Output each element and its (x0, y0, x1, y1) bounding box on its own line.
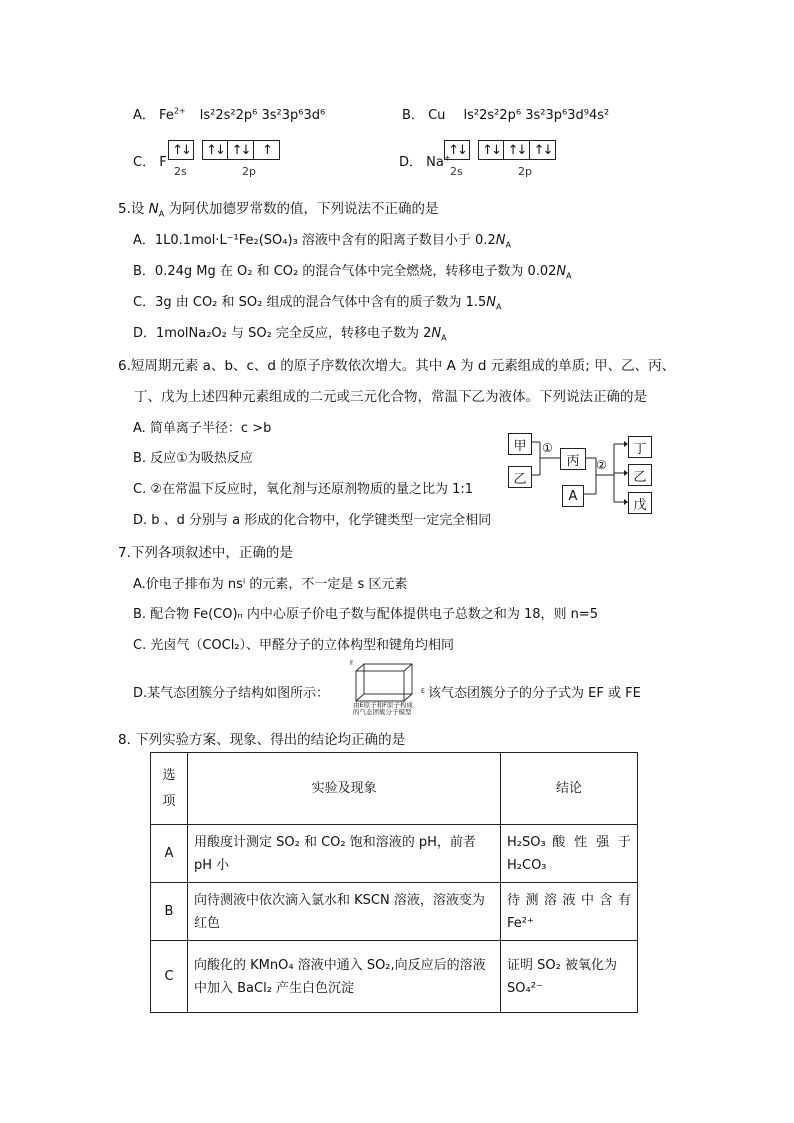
box-ding: 丁 (628, 436, 652, 458)
q7-option-d-pre: D.某气态团簇分子结构如图所示： (133, 686, 330, 701)
row-conclusion: 待 测 溶 液 中 含 有 Fe²⁺ (501, 883, 638, 941)
q5-option-d: D．1molNa₂O₂ 与 SO₂ 完全反应，转移电子数为 $2N_A$ (133, 326, 447, 343)
species: F (159, 155, 167, 170)
row-option: A (151, 825, 188, 883)
orbital-2p (478, 140, 556, 160)
orbital-label-2p: 2p (242, 165, 256, 178)
row-experiment: 向待测液中依次滴入氯水和 KSCN 溶液，溶液变为红色 (188, 883, 501, 941)
orbital-2p (202, 140, 280, 160)
q7-option-c: C. 光卤气（COCl₂）、甲醛分子的立体构型和键角均相同 (133, 638, 455, 653)
q6-option-d: D. b 、d 分别与 a 形成的化合物中，化学键类型一定完全相同 (133, 513, 492, 528)
electron-config: ls²2s²2p⁶ 3s²3p⁶3d⁹4s² (463, 108, 610, 123)
orbital-label-2s: 2s (450, 165, 463, 178)
q5-option-b: B．0.24g Mg 在 O₂ 和 CO₂ 的混合气体中完全燃烧，转移电子数为 $0.02N_A$ (133, 264, 572, 281)
orbital-box: ↑↓ (504, 140, 530, 160)
orbital-box: ↑↓ (168, 140, 194, 160)
box-wu: 戊 (628, 492, 652, 514)
stem-text: 5.设 (118, 201, 149, 217)
q5-option-a: A．1L0.1mol·L⁻¹Fe₂(SO₄)₃ 溶液中含有的阳离子数目小于 $0.2N_A$ (133, 233, 511, 250)
species: Na (426, 155, 444, 170)
reaction-1-label: ① (542, 441, 553, 455)
q6-option-b: B. 反应①为吸热反应 (133, 451, 253, 466)
q5-option-c: C．3g 由 CO₂ 和 SO₂ 组成的混合气体中含有的质子数为 $1.5N_A$ (133, 295, 502, 312)
box-bing: 丙 (560, 448, 586, 470)
q5-stem (118, 197, 439, 219)
orbital-box: ↑↓ (444, 140, 470, 160)
q4-option-d (399, 151, 451, 170)
option-text: D．1molNa₂O₂ 与 SO₂ 完全反应，转移电子数为 2 (133, 326, 432, 341)
option-label: A． (133, 108, 155, 123)
box-a: A (562, 485, 584, 507)
row-experiment: 用酸度计测定 SO₂ 和 CO₂ 饱和溶液的 pH，前者 pH 小 (188, 825, 501, 883)
orbital-box: ↑↓ (478, 140, 504, 160)
q6-stem-line2: 丁、戊为上述四种元素组成的二元或三元化合物，常温下乙为液体。下列说法正确的是 (134, 389, 647, 405)
symbol-a: A (158, 209, 165, 219)
row-option: B (151, 883, 188, 941)
cube-caption-line2: 的气态团簇分子模型 (353, 708, 412, 716)
q6-option-a: A. 简单离子半径：c >b (133, 421, 272, 436)
q7-option-a: A.价电子排布为 nsⁱ 的元素，不一定是 s 区元素 (133, 577, 408, 592)
option-label: B． (402, 108, 424, 123)
option-text: B．0.24g Mg 在 O₂ 和 CO₂ 的混合气体中完全燃烧，转移电子数为 0.02 (133, 264, 557, 279)
row-experiment: 向酸化的 KMnO₄ 溶液中通入 SO₂,向反应后的溶液中加入 BaCl₂ 产生白色沉淀 (188, 941, 501, 1013)
header-conclusion: 结论 (501, 753, 638, 825)
orbital-box: ↑↓ (228, 140, 254, 160)
table-header-row (151, 753, 638, 825)
header-option: 选 项 (151, 753, 188, 825)
option-text: A．1L0.1mol·L⁻¹Fe₂(SO₄)₃ 溶液中含有的阳离子数目小于 0.2 (133, 233, 496, 248)
charge: + (443, 153, 451, 163)
cube-caption-line1: 由E原子和F原子构成 (353, 701, 413, 709)
table-row (151, 883, 638, 941)
q7-stem: 7.下列各项叙述中，正确的是 (118, 545, 293, 561)
orbital-box: ↑↓ (530, 140, 556, 160)
cube-caption (353, 702, 413, 716)
header-experiment: 实验及现象 (188, 753, 501, 825)
row-conclusion: 证明 SO₂ 被氧化为 SO₄²⁻ (501, 941, 638, 1013)
row-conclusion: H₂SO₃ 酸 性 强 于 H₂CO₃ (501, 825, 638, 883)
orbital-2s (444, 140, 470, 160)
q6-option-c: C. ②在常温下反应时，氧化剂与还原剂物质的量之比为 1:1 (133, 482, 474, 497)
box-yi: 乙 (508, 466, 532, 488)
electron-config: ls²2s²2p⁶ 3s²3p⁶3d⁶ (199, 108, 326, 123)
charge: 2+ (173, 106, 186, 116)
row-option: C (151, 941, 188, 1013)
box-yi-product: 乙 (628, 464, 652, 486)
q4-option-c (133, 151, 167, 170)
orbital-box: ↑ (254, 140, 280, 160)
table-row (151, 825, 638, 883)
orbital-box: ↑↓ (202, 140, 228, 160)
experiment-table (150, 752, 638, 1013)
q7-option-b: B. 配合物 Fe(CO)ₙ 内中心原子价电子数与配体提供电子总数之和为 18，则 n=5 (133, 607, 599, 622)
orbital-diagram-f (168, 140, 280, 160)
option-label: C． (133, 155, 156, 170)
orbital-label-2p: 2p (518, 165, 532, 178)
q4-option-a (133, 104, 325, 123)
q8-stem: 8. 下列实验方案、现象、得出的结论均正确的是 (118, 732, 406, 748)
species: Fe (159, 108, 174, 123)
species: Cu (428, 108, 446, 123)
q6-stem-line1: 6.短周期元素 a、b、c、d 的原子序数依次增大。其中 A 为 d 元素组成的单质; 甲、乙、丙、 (118, 358, 676, 374)
option-text: C．3g 由 CO₂ 和 SO₂ 组成的混合气体中含有的质子数为 1.5 (133, 295, 487, 310)
box-jia: 甲 (508, 433, 532, 455)
orbital-diagram-na (444, 140, 556, 160)
q7-option-d-post: 该气态团簇分子的分子式为 EF 或 FE (428, 686, 641, 701)
reaction-2-label: ② (596, 458, 607, 472)
symbol-n: N (148, 201, 159, 217)
cube-label-f: F (350, 660, 354, 667)
q4-option-b (402, 104, 609, 123)
table-row (151, 941, 638, 1013)
cube-label-e: E (421, 688, 425, 695)
stem-text: 为阿伏加德罗常数的值，下列说法不正确的是 (164, 201, 439, 217)
orbital-2s (168, 140, 194, 160)
orbital-label-2s: 2s (174, 165, 187, 178)
option-label: D． (399, 155, 423, 170)
